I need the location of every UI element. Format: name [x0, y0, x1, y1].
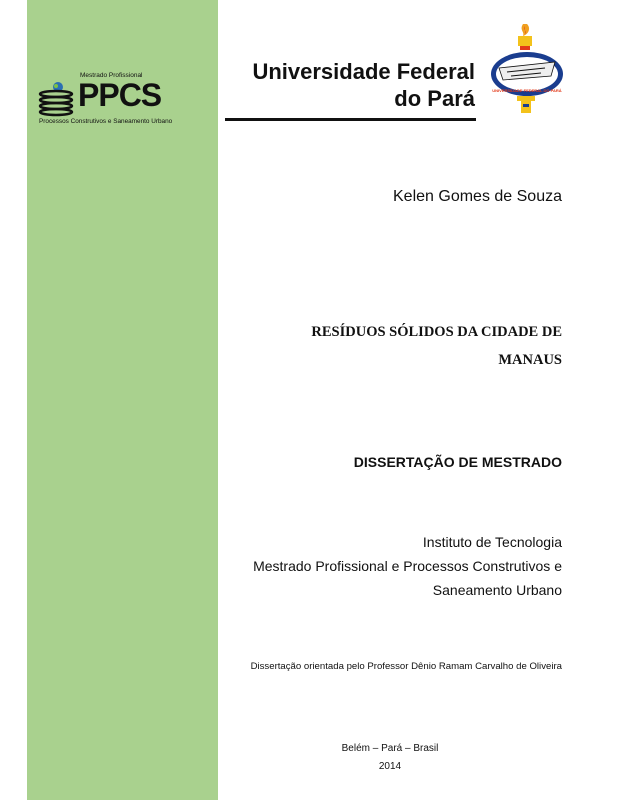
year: 2014 [378, 761, 402, 772]
ppcs-program-label: Mestrado Profissional [80, 72, 143, 79]
university-name-line1: Universidade Federal [252, 59, 475, 84]
institution-block [202, 530, 562, 602]
svg-text:UNIVERSIDADE FEDERAL DO PARÁ: UNIVERSIDADE FEDERAL DO PARÁ [492, 88, 562, 93]
dissertation-title [262, 318, 562, 374]
institution-line1: Instituto de Tecnologia [422, 534, 562, 550]
university-name [215, 58, 475, 112]
university-name-line2: do Pará [394, 86, 475, 111]
ppcs-subtitle: Processos Construtivos e Saneamento Urbano [39, 118, 173, 125]
header-divider [225, 118, 476, 121]
title-line1: RESÍDUOS SÓLIDOS DA CIDADE DE [311, 324, 562, 340]
ppcs-acronym: PPCS [78, 77, 162, 113]
place: Belém – Pará – Brasil [341, 743, 439, 754]
ufpa-seal-icon [485, 22, 570, 117]
title-line2: MANAUS [498, 352, 562, 368]
place-and-year [218, 740, 562, 776]
institution-line3: Saneamento Urbano [432, 582, 562, 598]
advisor-note: Dissertação orientada pelo Professor Dênio Ramam Carvalho de Oliveira [250, 661, 562, 672]
coil-icon [38, 82, 78, 118]
document-type: DISSERTAÇÃO DE MESTRADO [353, 454, 562, 470]
institution-line2: Mestrado Profissional e Processos Construtivos e [253, 558, 562, 574]
author-name: Kelen Gomes de Souza [393, 188, 562, 205]
